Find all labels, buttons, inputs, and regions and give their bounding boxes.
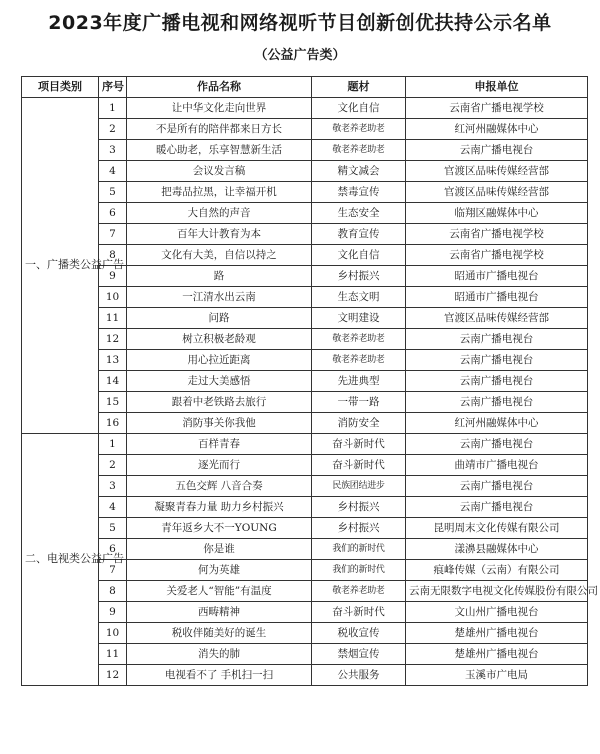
category-cell: 二、电视类公益广告	[22, 434, 99, 686]
theme-cell: 精文减会	[312, 161, 406, 182]
document-title: 2023年度广播电视和网络视听节目创新创优扶持公示名单	[48, 12, 552, 34]
table-row	[22, 308, 588, 329]
header-category: 项目类别	[22, 77, 99, 98]
table-row	[22, 140, 588, 161]
table-row	[22, 602, 588, 623]
row-number-cell: 12	[99, 665, 127, 686]
theme-cell: 敬老养老助老	[312, 350, 406, 371]
row-number-cell: 7	[99, 560, 127, 581]
applicant-unit-cell: 临翔区融媒体中心	[406, 203, 588, 224]
applicant-unit-cell: 云南广播电视台	[406, 392, 588, 413]
theme-cell: 一带一路	[312, 392, 406, 413]
theme-cell: 禁烟宣传	[312, 644, 406, 665]
table-row	[22, 434, 588, 455]
work-name-cell: 消失的肺	[127, 644, 312, 665]
row-number-cell: 3	[99, 476, 127, 497]
row-number-cell: 1	[99, 434, 127, 455]
theme-cell: 我们的新时代	[312, 539, 406, 560]
applicant-unit-cell: 痕峰传媒（云南）有限公司	[406, 560, 588, 581]
work-name-cell: 问路	[127, 308, 312, 329]
applicant-unit-cell: 楚雄州广播电视台	[406, 644, 588, 665]
row-number-cell: 7	[99, 224, 127, 245]
applicant-unit-cell: 官渡区品味传媒经营部	[406, 308, 588, 329]
work-name-cell: 逐光而行	[127, 455, 312, 476]
table-row	[22, 665, 588, 686]
theme-cell: 文化自信	[312, 98, 406, 119]
applicant-unit-cell: 云南广播电视台	[406, 329, 588, 350]
row-number-cell: 14	[99, 371, 127, 392]
table-row	[22, 518, 588, 539]
work-name-cell: 消防事关你我他	[127, 413, 312, 434]
row-number-cell: 3	[99, 140, 127, 161]
work-name-cell: 凝聚青春力量 助力乡村振兴	[127, 497, 312, 518]
work-name-cell: 百年大计教育为本	[127, 224, 312, 245]
applicant-unit-cell: 云南广播电视台	[406, 371, 588, 392]
applicant-unit-cell: 云南省广播电视学校	[406, 245, 588, 266]
table-row	[22, 287, 588, 308]
applicant-unit-cell: 楚雄州广播电视台	[406, 623, 588, 644]
work-name-cell: 大自然的声音	[127, 203, 312, 224]
theme-cell: 乡村振兴	[312, 497, 406, 518]
theme-cell: 敬老养老助老	[312, 140, 406, 161]
work-name-cell: 关爱老人“智能”有温度	[127, 581, 312, 602]
header-unit: 申报单位	[406, 77, 588, 98]
work-name-cell: 树立积极老龄观	[127, 329, 312, 350]
work-name-cell: 电视看不了 手机扫一扫	[127, 665, 312, 686]
row-number-cell: 8	[99, 245, 127, 266]
applicant-unit-cell: 曲靖市广播电视台	[406, 455, 588, 476]
table-row	[22, 371, 588, 392]
work-name-cell: 暖心助老，乐享智慧新生活	[127, 140, 312, 161]
row-number-cell: 8	[99, 581, 127, 602]
header-name: 作品名称	[127, 77, 312, 98]
table-row	[22, 392, 588, 413]
work-name-cell: 百样青春	[127, 434, 312, 455]
table-row	[22, 455, 588, 476]
table-header-row	[22, 77, 588, 98]
header-theme: 题材	[312, 77, 406, 98]
table-row	[22, 119, 588, 140]
theme-cell: 消防安全	[312, 413, 406, 434]
theme-cell: 敬老养老助老	[312, 119, 406, 140]
work-name-cell: 把毒品拉黑，让幸福开机	[127, 182, 312, 203]
table-row	[22, 161, 588, 182]
applicant-unit-cell: 昭通市广播电视台	[406, 287, 588, 308]
work-name-cell: 跟着中老铁路去旅行	[127, 392, 312, 413]
work-name-cell: 用心拉近距离	[127, 350, 312, 371]
work-name-cell: 何为英雄	[127, 560, 312, 581]
row-number-cell: 5	[99, 518, 127, 539]
work-name-cell: 不是所有的陪伴都来日方长	[127, 119, 312, 140]
work-name-cell: 走过大美感悟	[127, 371, 312, 392]
theme-cell: 先进典型	[312, 371, 406, 392]
applicant-unit-cell: 云南省广播电视学校	[406, 98, 588, 119]
applicant-unit-cell: 云南广播电视台	[406, 476, 588, 497]
applicant-unit-cell: 红河州融媒体中心	[406, 413, 588, 434]
table-row	[22, 623, 588, 644]
work-name-cell: 你是谁	[127, 539, 312, 560]
applicant-unit-cell: 红河州融媒体中心	[406, 119, 588, 140]
theme-cell: 敬老养老助老	[312, 329, 406, 350]
row-number-cell: 4	[99, 161, 127, 182]
table-row	[22, 329, 588, 350]
theme-cell: 教育宣传	[312, 224, 406, 245]
applicant-unit-cell: 文山州广播电视台	[406, 602, 588, 623]
row-number-cell: 15	[99, 392, 127, 413]
publicity-list-table	[21, 76, 598, 686]
applicant-unit-cell: 玉溪市广电局	[406, 665, 588, 686]
row-number-cell: 5	[99, 182, 127, 203]
applicant-unit-cell: 云南广播电视台	[406, 140, 588, 161]
row-number-cell: 16	[99, 413, 127, 434]
work-name-cell: 路	[127, 266, 312, 287]
theme-cell: 奋斗新时代	[312, 434, 406, 455]
row-number-cell: 1	[99, 98, 127, 119]
theme-cell: 禁毒宣传	[312, 182, 406, 203]
theme-cell: 税收宣传	[312, 623, 406, 644]
work-name-cell: 会议发言稿	[127, 161, 312, 182]
row-number-cell: 12	[99, 329, 127, 350]
table-row	[22, 203, 588, 224]
theme-cell: 我们的新时代	[312, 560, 406, 581]
row-number-cell: 11	[99, 644, 127, 665]
header-number: 序号	[99, 77, 127, 98]
row-number-cell: 9	[99, 602, 127, 623]
applicant-unit-cell: 云南广播电视台	[406, 434, 588, 455]
table-row	[22, 98, 588, 119]
row-number-cell: 2	[99, 455, 127, 476]
work-name-cell: 西畴精神	[127, 602, 312, 623]
row-number-cell: 4	[99, 497, 127, 518]
theme-cell: 文化自信	[312, 245, 406, 266]
row-number-cell: 11	[99, 308, 127, 329]
row-number-cell: 2	[99, 119, 127, 140]
applicant-unit-cell: 云南广播电视台	[406, 350, 588, 371]
applicant-unit-cell: 昆明周末文化传媒有限公司	[406, 518, 588, 539]
theme-cell: 公共服务	[312, 665, 406, 686]
applicant-unit-cell: 昭通市广播电视台	[406, 266, 588, 287]
table-row	[22, 644, 588, 665]
table-row	[22, 413, 588, 434]
applicant-unit-cell: 云南省广播电视学校	[406, 224, 588, 245]
row-number-cell: 9	[99, 266, 127, 287]
theme-cell: 民族团结进步	[312, 476, 406, 497]
table-row	[22, 497, 588, 518]
row-number-cell: 10	[99, 623, 127, 644]
work-name-cell: 青年返乡大不一YOUNG	[127, 518, 312, 539]
table-body	[22, 98, 598, 686]
work-name-cell: 文化有大美，自信以持之	[127, 245, 312, 266]
theme-cell: 奋斗新时代	[312, 602, 406, 623]
table-row	[22, 476, 588, 497]
work-name-cell: 税收伴随美好的诞生	[127, 623, 312, 644]
theme-cell: 敬老养老助老	[312, 581, 406, 602]
table-row	[22, 350, 588, 371]
row-number-cell: 13	[99, 350, 127, 371]
row-number-cell: 10	[99, 287, 127, 308]
table-row	[22, 182, 588, 203]
theme-cell: 奋斗新时代	[312, 455, 406, 476]
work-name-cell: 五色交辉 八音合奏	[127, 476, 312, 497]
theme-cell: 生态安全	[312, 203, 406, 224]
theme-cell: 乡村振兴	[312, 266, 406, 287]
theme-cell: 乡村振兴	[312, 518, 406, 539]
work-name-cell: 让中华文化走向世界	[127, 98, 312, 119]
table-row	[22, 224, 588, 245]
theme-cell: 文明建设	[312, 308, 406, 329]
row-number-cell: 6	[99, 539, 127, 560]
category-cell: 一、广播类公益广告	[22, 98, 99, 434]
document-subtitle: （公益广告类）	[254, 48, 346, 63]
applicant-unit-cell: 官渡区品味传媒经营部	[406, 182, 588, 203]
work-name-cell: 一江清水出云南	[127, 287, 312, 308]
applicant-unit-cell: 云南广播电视台	[406, 497, 588, 518]
table-row	[22, 581, 588, 602]
theme-cell: 生态文明	[312, 287, 406, 308]
applicant-unit-cell: 官渡区品味传媒经营部	[406, 161, 588, 182]
applicant-unit-cell: 云南无限数字电视文化传媒股份有限公司	[406, 581, 588, 602]
applicant-unit-cell: 漾濞县融媒体中心	[406, 539, 588, 560]
row-number-cell: 6	[99, 203, 127, 224]
